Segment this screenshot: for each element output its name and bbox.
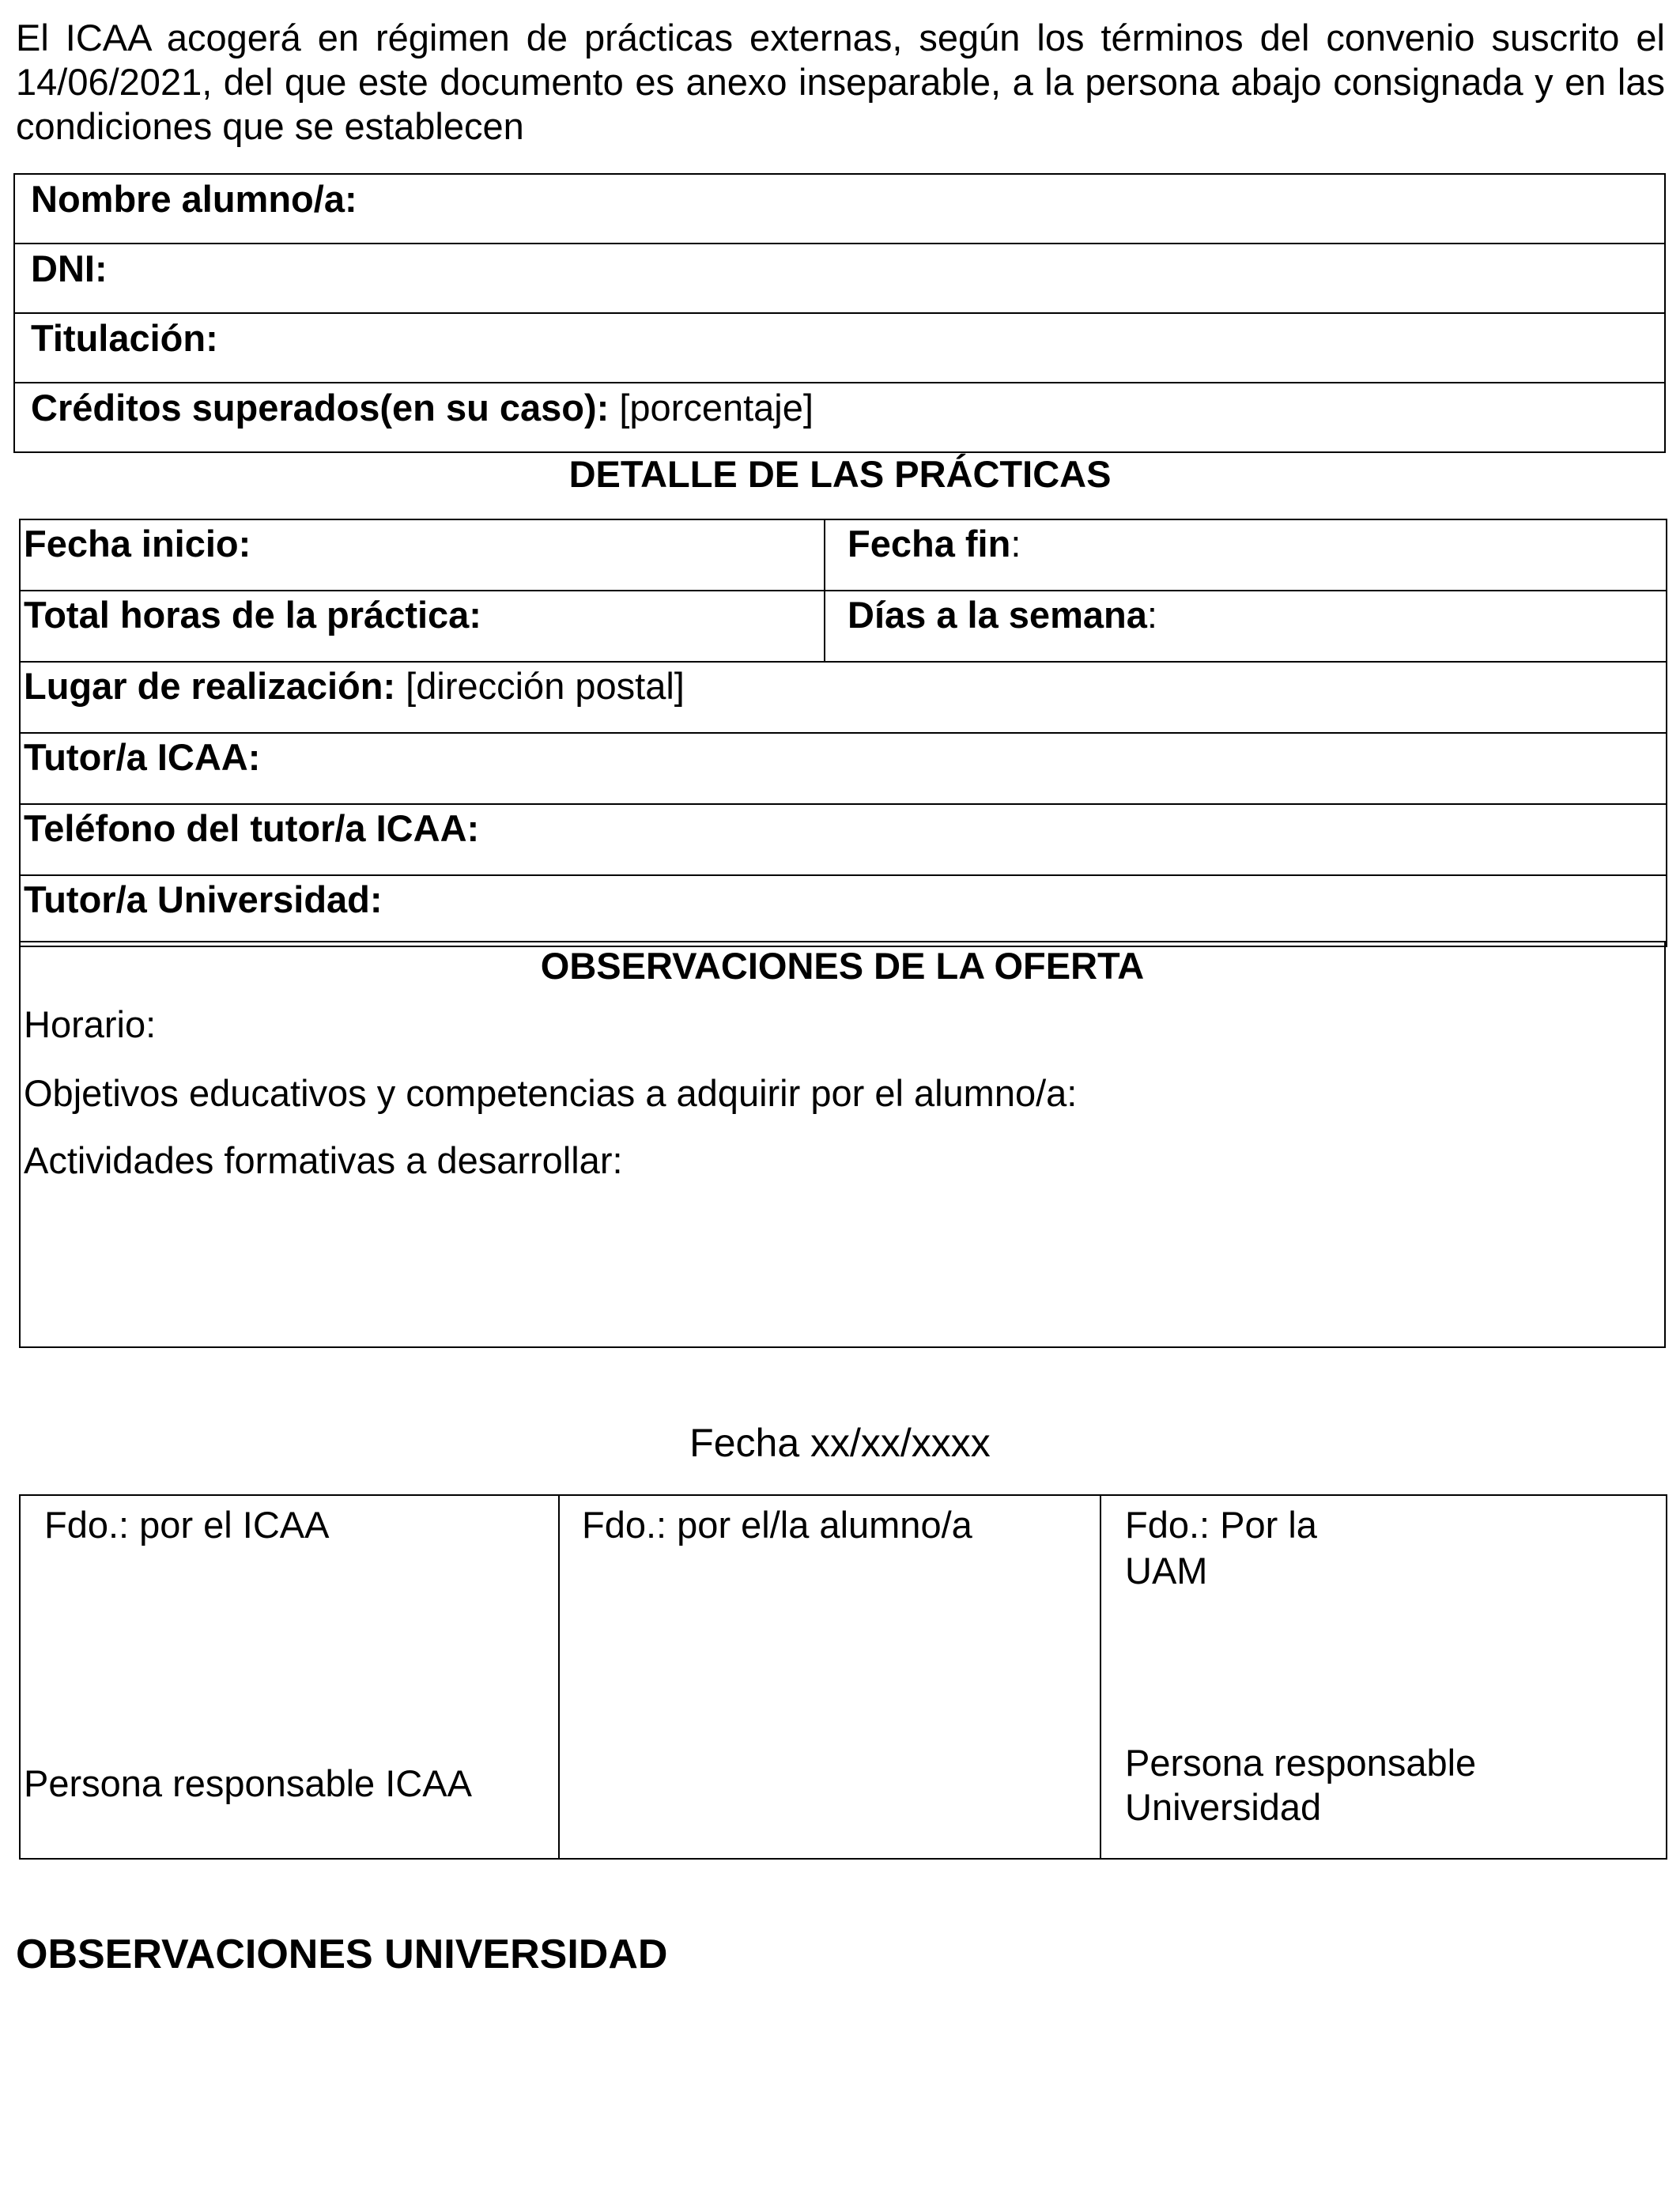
student-signature-label: Fdo.: por el/la alumno/a: [582, 1504, 972, 1546]
student-signature-cell: [559, 1495, 1100, 1859]
student-degree-label: Titulación:: [31, 317, 218, 359]
tutor-phone-cell: [20, 804, 1667, 875]
table-row: [20, 591, 1667, 662]
table-row: [20, 733, 1667, 804]
table-row: [14, 383, 1665, 452]
place-cell: [20, 662, 1667, 733]
uam-responsible-label: [1125, 1741, 1476, 1830]
tutor-icaa-label: Tutor/a ICAA:: [24, 736, 261, 778]
table-row: [14, 244, 1665, 313]
icaa-signature-label: Fdo.: por el ICAA: [44, 1504, 330, 1546]
student-credits-value: [porcentaje]: [609, 387, 814, 429]
table-row: [20, 1495, 1667, 1859]
table-row: [14, 174, 1665, 244]
end-date-cell: [825, 519, 1667, 591]
activities-line: Actividades formativas a desarrollar:: [24, 1139, 623, 1181]
tutor-icaa-cell: [20, 733, 1667, 804]
practice-section-title: DETALLE DE LAS PRÁCTICAS: [568, 453, 1112, 495]
uam-responsible-line-2: Universidad: [1125, 1786, 1322, 1828]
table-row: [20, 804, 1667, 875]
start-date-cell: [20, 519, 825, 591]
objectives-line: Objetivos educativos y competencias a adquirir por el alumno/a:: [24, 1072, 1078, 1114]
tutor-univ-label: Tutor/a Universidad:: [24, 878, 383, 920]
offer-observations-title: OBSERVACIONES DE LA OFERTA: [540, 945, 1145, 987]
student-dni-label: DNI:: [31, 247, 108, 289]
icaa-responsible-label: Persona responsable ICAA: [24, 1762, 472, 1804]
total-hours-cell: [20, 591, 825, 662]
date-line: Fecha xx/xx/xxxx: [689, 1421, 991, 1465]
uam-signature-cell: [1100, 1495, 1667, 1859]
end-date-colon: :: [1010, 523, 1021, 565]
icaa-signature-cell: [20, 1495, 559, 1859]
offer-observations-box: [19, 941, 1666, 1348]
uam-signature-line-2: UAM: [1125, 1550, 1208, 1592]
table-row: [14, 313, 1665, 383]
uam-responsible-line-1: Persona responsable: [1125, 1742, 1477, 1784]
student-table: [13, 173, 1666, 453]
days-per-week-label: Días a la semana: [848, 594, 1147, 636]
tutor-univ-cell: [20, 875, 1667, 946]
days-per-week-colon: :: [1146, 594, 1157, 636]
table-row: [20, 662, 1667, 733]
university-observations-title: OBSERVACIONES UNIVERSIDAD: [16, 1932, 668, 1977]
schedule-line: Horario:: [24, 1003, 157, 1045]
days-per-week-cell: [825, 591, 1667, 662]
intro-paragraph: El ICAA acogerá en régimen de prácticas externas, según los términos del convenio suscrito el 14/06/2021, del que este documento es anexo inseparable, a la persona abajo consignada y en las condiciones que se establecen: [16, 17, 1665, 147]
practice-table: [19, 519, 1667, 947]
tutor-phone-label: Teléfono del tutor/a ICAA:: [24, 807, 480, 849]
student-credits-cell: [14, 383, 1665, 452]
signature-table: [19, 1494, 1667, 1860]
student-name-label: Nombre alumno/a:: [31, 178, 357, 220]
place-label: Lugar de realización:: [24, 665, 396, 707]
uam-signature-label: [1125, 1502, 1317, 1594]
student-degree-cell: [14, 313, 1665, 383]
start-date-label: Fecha inicio:: [24, 523, 251, 565]
total-hours-label: Total horas de la práctica:: [24, 594, 481, 636]
table-row: [20, 875, 1667, 946]
uam-signature-line-1: Fdo.: Por la: [1125, 1504, 1317, 1546]
student-dni-cell: [14, 244, 1665, 313]
table-row: [20, 519, 1667, 591]
student-name-cell: [14, 174, 1665, 244]
end-date-label: Fecha fin: [848, 523, 1011, 565]
place-value: [dirección postal]: [395, 665, 685, 707]
student-credits-label: Créditos superados(en su caso):: [31, 387, 610, 429]
